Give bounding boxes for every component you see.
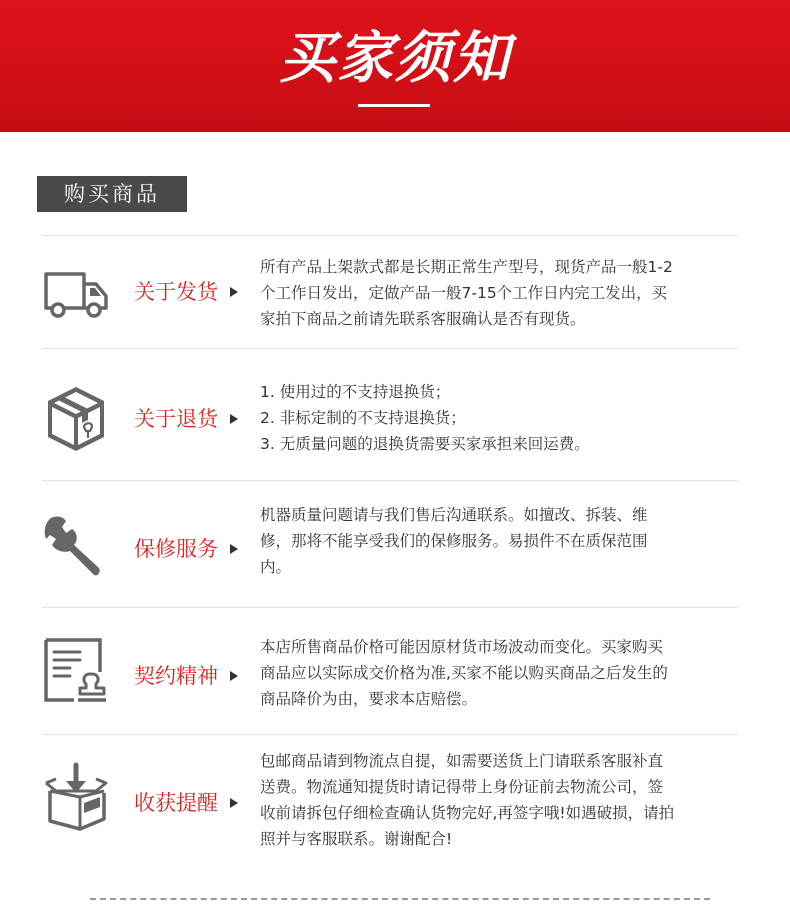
contract-stamp-icon — [40, 634, 112, 706]
item-title: 收获提醒 — [134, 791, 218, 815]
description-line: 个工作日发出，定做产品一般7-15个工作日内完工发出，买 — [260, 284, 668, 302]
item-description — [260, 748, 750, 852]
triangle-arrow-icon — [230, 798, 238, 808]
page-title: 买家须知 — [279, 25, 511, 91]
description-line: 机器质量问题请与我们售后沟通联系。如擅改、拆装、维 — [260, 506, 648, 524]
item-description — [260, 502, 750, 580]
title-underline — [358, 104, 430, 107]
item-title: 关于退货 — [134, 407, 218, 431]
triangle-arrow-icon — [230, 414, 238, 424]
description-line: 收前请拆包仔细检查确认货物完好,再签字哦!如遇破损，请拍 — [260, 804, 675, 822]
divider — [42, 235, 738, 236]
item-title: 关于发货 — [134, 280, 218, 304]
triangle-arrow-icon — [230, 671, 238, 681]
delivery-truck-icon — [40, 256, 112, 328]
dashed-divider — [90, 898, 710, 900]
divider — [42, 480, 738, 481]
item-title: 保修服务 — [134, 537, 218, 561]
item-description — [260, 379, 750, 457]
description-line: 包邮商品请到物流点自提，如需要送货上门请联系客服补直 — [260, 752, 664, 770]
description-line: 家拍下商品之前请先联系客服确认是否有现货。 — [260, 310, 586, 328]
description-line: 商品应以实际成交价格为准,买家不能以购买商品之后发生的 — [260, 664, 668, 682]
divider — [42, 607, 738, 608]
divider — [42, 348, 738, 349]
description-line: 1. 使用过的不支持退换货； — [260, 383, 451, 401]
description-line: 本店所售商品价格可能因原材货市场波动而变化。买家购买 — [260, 638, 664, 656]
item-description — [260, 634, 750, 712]
triangle-arrow-icon — [230, 287, 238, 297]
package-box-icon — [40, 383, 112, 455]
item-title: 契约精神 — [134, 664, 218, 688]
section-label: 购买商品 — [37, 176, 187, 212]
description-line: 修，那将不能享受我们的保修服务。易损件不在质保范围 — [260, 532, 648, 550]
header-banner — [0, 0, 790, 132]
description-line: 送费。物流通知提货时请记得带上身份证前去物流公司，签 — [260, 778, 664, 796]
description-line: 照并与客服联系。谢谢配合! — [260, 830, 453, 848]
description-line: 所有产品上架款式都是长期正常生产型号，现货产品一般1-2 — [260, 258, 673, 276]
description-line: 3. 无质量问题的退换货需要买家承担来回运费。 — [260, 435, 590, 453]
description-line: 2. 非标定制的不支持退换货； — [260, 409, 466, 427]
box-receive-icon — [40, 761, 112, 833]
divider — [42, 734, 738, 735]
wrench-icon — [40, 509, 112, 581]
triangle-arrow-icon — [230, 544, 238, 554]
description-line: 内。 — [260, 558, 292, 576]
description-line: 商品降价为由，要求本店赔偿。 — [260, 690, 478, 708]
item-description — [260, 254, 750, 332]
